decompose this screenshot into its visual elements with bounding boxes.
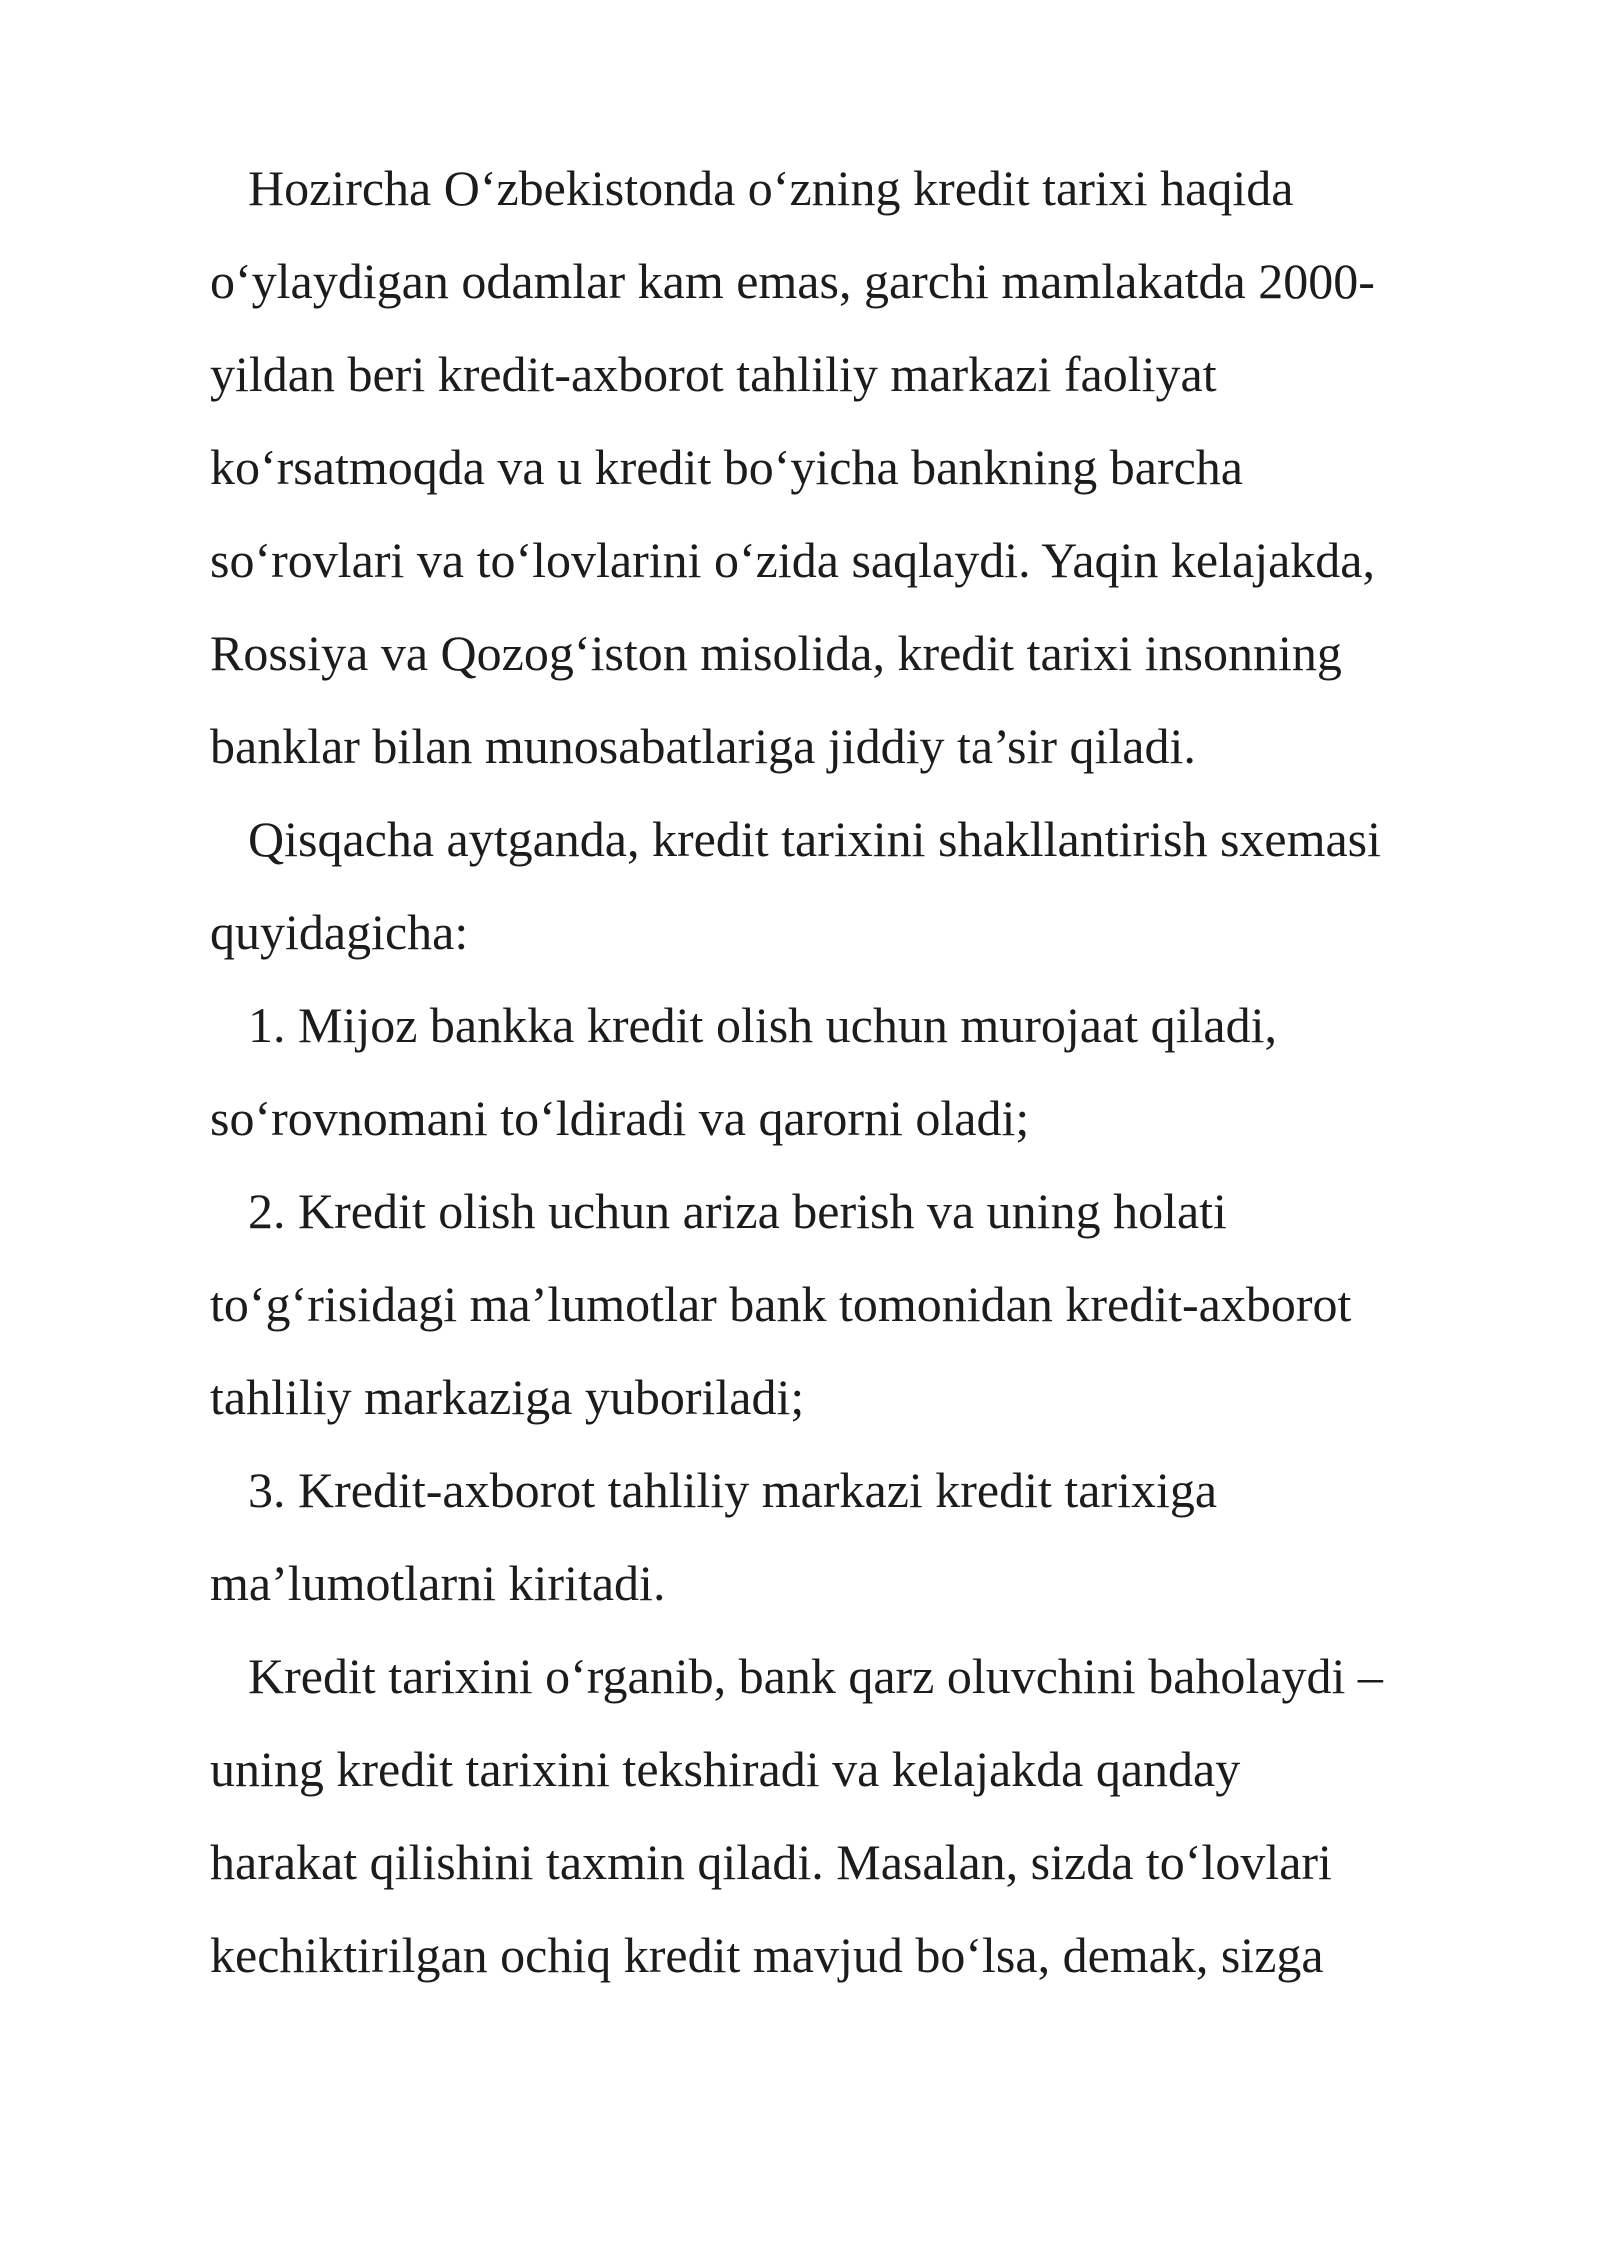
list-item-2	[210, 1165, 1500, 1444]
text-line: Qisqacha aytganda, kredit tarixini shakllantirish sxemasi	[248, 811, 1382, 867]
paragraph-scheme-intro	[210, 793, 1500, 979]
text-line: ma’lumotlarni kiritadi.	[210, 1555, 666, 1611]
text-line: 1. Mijoz bankka kredit olish uchun murojaat qiladi,	[248, 997, 1277, 1053]
text-line: so‘rovlari va to‘lovlarini o‘zida saqlaydi. Yaqin kelajakda,	[210, 532, 1375, 588]
text-line: yildan beri kredit-axborot tahliliy markazi faoliyat	[210, 346, 1217, 402]
text-line: Kredit tarixini o‘rganib, bank qarz oluvchini baholaydi –	[248, 1648, 1383, 1704]
text-line: so‘rovnomani to‘ldiradi va qarorni oladi;	[210, 1090, 1030, 1146]
body-text	[210, 142, 1500, 2002]
text-line: quyidagicha:	[210, 904, 469, 960]
text-line: banklar bilan munosabatlariga jiddiy ta’sir qiladi.	[210, 718, 1196, 774]
paragraph-intro	[210, 142, 1500, 793]
text-line: tahliliy markaziga yuboriladi;	[210, 1369, 805, 1425]
text-line: 2. Kredit olish uchun ariza berish va uning holati	[248, 1183, 1227, 1239]
text-line: Rossiya va Qozog‘iston misolida, kredit tarixi insonning	[210, 625, 1342, 681]
text-line: uning kredit tarixini tekshiradi va kelajakda qanday	[210, 1741, 1241, 1797]
text-line: to‘g‘risidagi ma’lumotlar bank tomonidan kredit-axborot	[210, 1276, 1352, 1332]
paragraph-assessment	[210, 1630, 1500, 2002]
text-line: Hozircha O‘zbekistonda o‘zning kredit tarixi haqida	[248, 160, 1294, 216]
list-item-3	[210, 1444, 1500, 1630]
text-line: o‘ylaydigan odamlar kam emas, garchi mamlakatda 2000-	[210, 253, 1375, 309]
text-line: ko‘rsatmoqda va u kredit bo‘yicha bankning barcha	[210, 439, 1243, 495]
text-line: kechiktirilgan ochiq kredit mavjud bo‘lsa, demak, sizga	[210, 1927, 1324, 1983]
text-line: harakat qilishini taxmin qiladi. Masalan, sizda to‘lovlari	[210, 1834, 1332, 1890]
text-line: 3. Kredit-axborot tahliliy markazi kredit tarixiga	[248, 1462, 1218, 1518]
list-item-1	[210, 979, 1500, 1165]
